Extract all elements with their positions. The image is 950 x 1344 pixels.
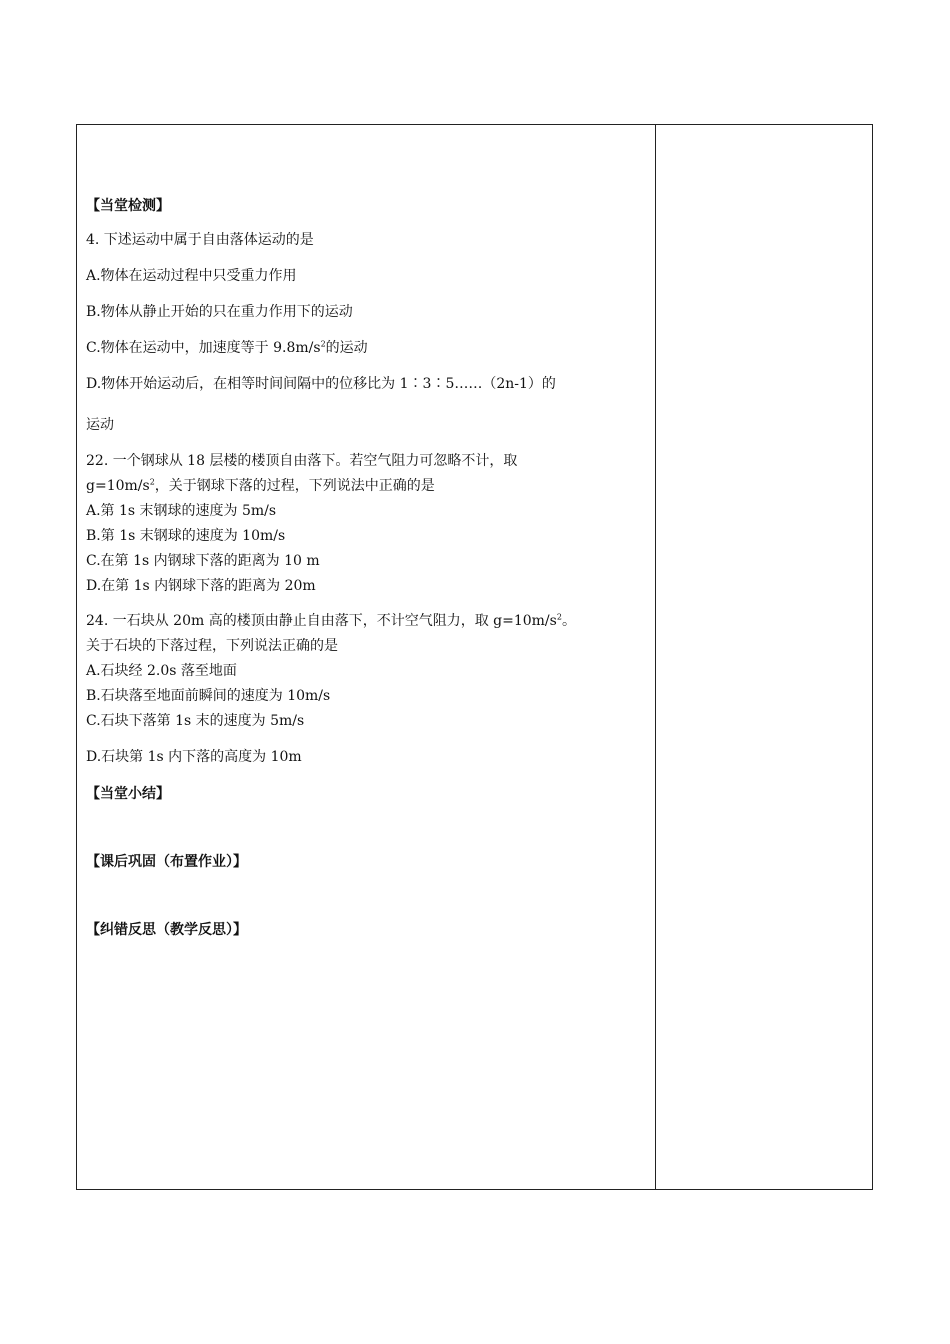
q24-stem-line1 bbox=[86, 612, 576, 630]
q22-stem-line1: 22. 一个钢球从 18 层楼的楼顶自由落下。若空气阻力可忽略不计，取 bbox=[86, 453, 518, 469]
q4-option-a: A.物体在运动过程中只受重力作用 bbox=[86, 268, 297, 284]
q22-stem-line2-text: g=10m/s bbox=[86, 478, 150, 494]
q24-stem-line2: 关于石块的下落过程，下列说法正确的是 bbox=[86, 638, 338, 654]
q24-option-b: B.石块落至地面前瞬间的速度为 10m/s bbox=[86, 688, 331, 704]
q4-option-b: B.物体从静止开始的只在重力作用下的运动 bbox=[86, 304, 353, 320]
q24-option-c: C.石块下落第 1s 末的速度为 5m/s bbox=[86, 713, 305, 729]
section-summary-heading: 【当堂小结】 bbox=[86, 786, 170, 802]
q4-option-c-tail: 的运动 bbox=[325, 340, 368, 356]
q4-option-d: D.物体开始运动后，在相等时间间隔中的位移比为 1∶3∶5……（2n-1）的 bbox=[86, 376, 556, 392]
q24-option-d: D.石块第 1s 内下落的高度为 10m bbox=[86, 749, 302, 765]
section-check-heading: 【当堂检测】 bbox=[86, 198, 170, 214]
q24-option-a: A.石块经 2.0s 落至地面 bbox=[86, 663, 237, 679]
q4-option-c-sup: 2 bbox=[320, 339, 326, 349]
q22-option-a: A.第 1s 末钢球的速度为 5m/s bbox=[86, 503, 277, 519]
q4-option-c-text: C.物体在运动中，加速度等于 9.8m/s bbox=[86, 340, 321, 356]
q22-stem-line2 bbox=[86, 477, 435, 495]
q4-option-d-continued: 运动 bbox=[86, 417, 114, 433]
q22-stem-line2-tail: ，关于钢球下落的过程，下列说法中正确的是 bbox=[154, 478, 435, 494]
q22-option-b: B.第 1s 末钢球的速度为 10m/s bbox=[86, 528, 286, 544]
q24-stem-line1-tail: 。 bbox=[561, 613, 576, 629]
q24-stem-sup: 2 bbox=[556, 612, 562, 622]
q22-option-c: C.在第 1s 内钢球下落的距离为 10 m bbox=[86, 553, 320, 569]
q4-stem: 4. 下述运动中属于自由落体运动的是 bbox=[86, 232, 314, 248]
q24-stem-line1-text: 24. 一石块从 20m 高的楼顶由静止自由落下，不计空气阻力，取 g=10m/s bbox=[86, 613, 557, 629]
q22-option-d: D.在第 1s 内钢球下落的距离为 20m bbox=[86, 578, 316, 594]
q4-option-c bbox=[86, 339, 368, 357]
q22-stem-sup: 2 bbox=[149, 477, 155, 487]
section-reflection-heading: 【纠错反思（教学反思）】 bbox=[86, 922, 247, 938]
column-divider bbox=[655, 124, 656, 1190]
section-homework-heading: 【课后巩固（布置作业）】 bbox=[86, 854, 247, 870]
